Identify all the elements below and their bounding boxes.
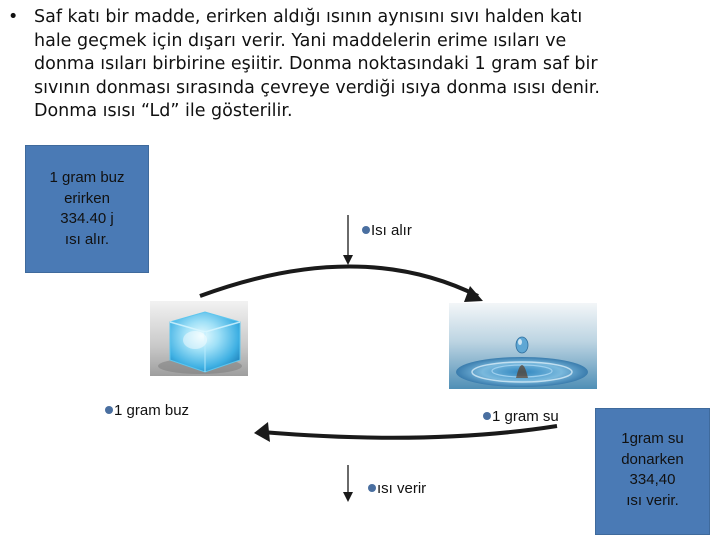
label-bullet-icon [368,484,376,492]
bullet-marker: • [8,7,19,27]
heat-in-label: Isı alır [362,222,412,239]
paragraph-line: sıvının donması sırasında çevreye verdiği ısıya donma ısısı denir. [34,77,600,98]
paragraph-line: Donma ısısı “Ld” ile gösterilir. [34,101,293,121]
box-line: donarken [621,450,684,468]
water-drop-photo [449,303,597,389]
ice-cube-photo [150,301,248,376]
freezing-curve-arrow [262,426,557,438]
box-line: 334.40 j [60,210,114,227]
label-bullet-icon [362,226,370,234]
box-line: 1 gram buz [49,169,125,186]
label-bullet-icon [483,412,491,420]
ice-label: 1 gram buz [105,402,189,419]
paragraph-line: donma ısıları birbirine eşiitir. Donma noktasındaki 1 gram saf bir [34,54,598,74]
box-line: 334,40 [629,471,676,488]
paragraph-line: Saf katı bir madde, erirken aldığı ısının aynısını sıvı halden katı [34,7,583,27]
box-line: 1gram su [621,430,684,447]
box-line: ısı verir. [626,491,679,509]
paragraph-line: hale geçmek için dışarı verir. Yani maddelerin erime ısıları ve [34,30,567,51]
heat-out-label: ısı verir [368,480,426,497]
water-label: 1 gram su [483,408,559,425]
melting-curve-arrow [200,267,478,297]
box-line: ısı alır. [64,230,110,248]
box-line: erirken [64,189,110,207]
label-bullet-icon [105,406,113,414]
